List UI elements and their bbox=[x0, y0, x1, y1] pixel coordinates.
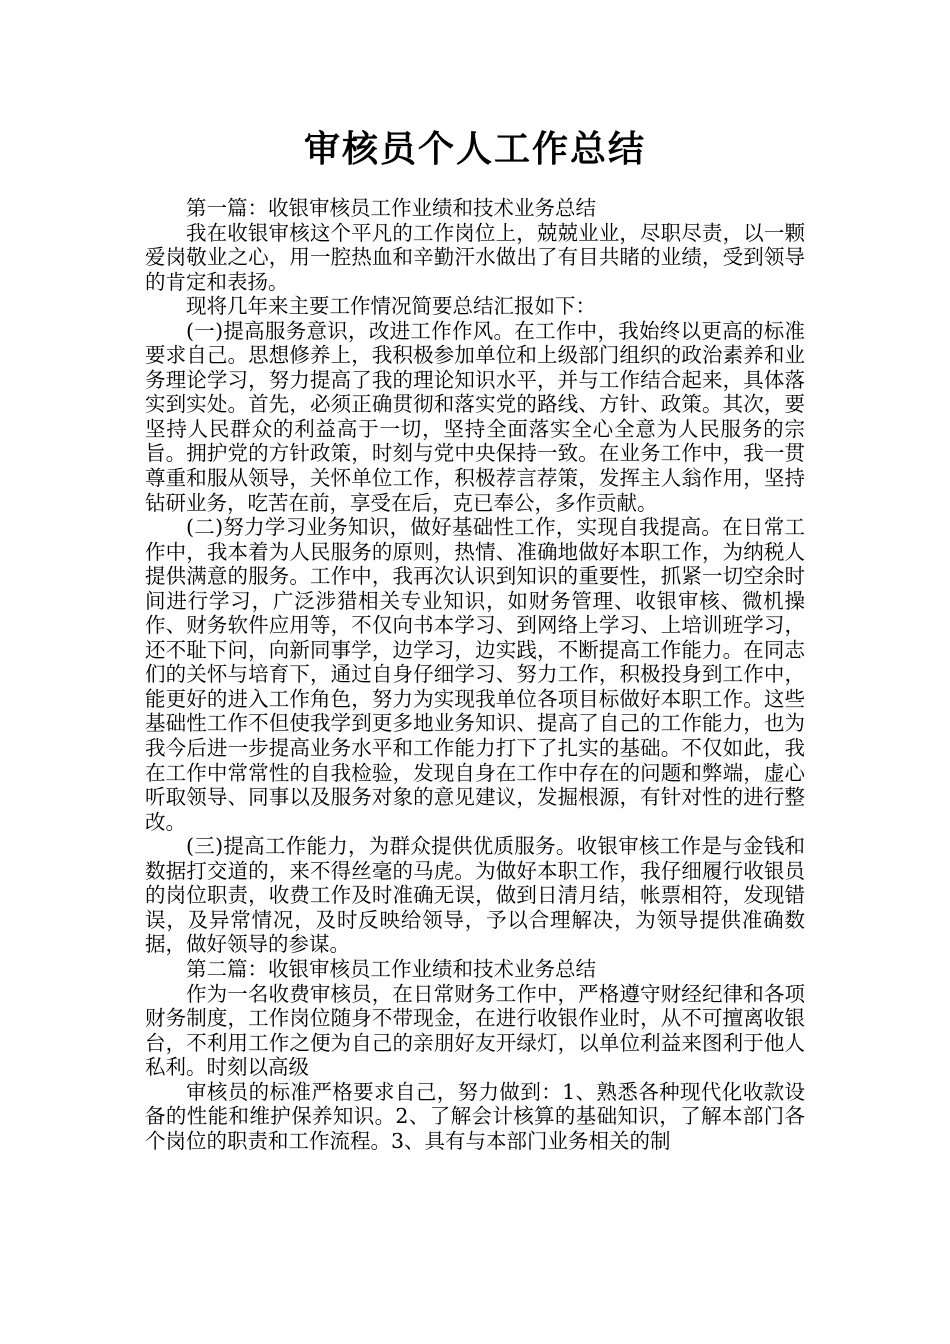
paragraph-section2-requirements: 审核员的标准严格要求自己，努力做到：1、熟悉各种现代化收款设备的性能和维护保养知识。2、了解会计核算的基础知识，了解本部门各个岗位的职责和工作流程。3、具有与本部门业务相关的制 bbox=[145, 1079, 805, 1153]
paragraph-point-3: (三)提高工作能力，为群众提供优质服务。收银审核工作是与金钱和数据打交道的，来不得丝毫的马虎。为做好本职工作，我仔细履行收银员的岗位职责，收费工作及时准确无误，做到日清月结，帐票相符，发现错误，及异常情况，及时反映给领导，予以合理解决，为领导提供准确数据，做好领导的参谋。 bbox=[145, 834, 805, 957]
paragraph-summary-lead: 现将几年来主要工作情况简要总结汇报如下： bbox=[186, 294, 596, 319]
paragraph-section2-intro: 作为一名收费审核员，在日常财务工作中，严格遵守财经纪律和各项财务制度，工作岗位随身不带现金，在进行收银作业时，从不可擅离收银台，不利用工作之便为自己的亲朋好友开绿灯，以单位利益来图利于他人私利。时刻以高级 bbox=[145, 981, 805, 1080]
document-body bbox=[145, 196, 805, 1153]
paragraph-point-2: (二)努力学习业务知识，做好基础性工作，实现自我提高。在日常工作中，我本着为人民服务的原则，热情、准确地做好本职工作，为纳税人提供满意的服务。工作中，我再次认识到知识的重要性，抓紧一切空余时间进行学习，广泛涉猎相关专业知识，如财务管理、收银审核、微机操作、财务软件应用等，不仅向书本学习、到网络上学习、上培训班学习，还不耻下问，向新同事学，边学习，边实践，不断提高工作能力。在同志们的关怀与培育下，通过自身仔细学习、努力工作，积极投身到工作中，能更好的进入工作角色，努力为实现我单位各项目标做好本职工作。这些基础性工作不但使我学到更多地业务知识、提高了自己的工作能力，也为我今后进一步提高业务水平和工作能力打下了扎实的基础。不仅如此，我在工作中常常性的自我检验，发现自身在工作中存在的问题和弊端，虚心听取领导、同事以及服务对象的意见建议，发掘根源，有针对性的进行整改。 bbox=[145, 515, 805, 834]
paragraph-intro: 我在收银审核这个平凡的工作岗位上，兢兢业业，尽职尽责，以一颗爱岗敬业之心，用一腔热血和辛勤汗水做出了有目共睹的业绩，受到领导的肯定和表扬。 bbox=[145, 220, 805, 294]
document-title: 审核员个人工作总结 bbox=[303, 129, 646, 170]
paragraph-point-1: (一)提高服务意识，改进工作作风。在工作中，我始终以更高的标准要求自己。思想修养上，我积极参加单位和上级部门组织的政治素养和业务理论学习，努力提高了我的理论知识水平，并与工作结合起来，具体落实到实处。首先，必须正确贯彻和落实党的路线、方针、政策。其次，要坚持人民群众的利益高于一切，坚持全面落实全心全意为人民服务的宗旨。拥护党的方针政策，时刻与党中央保持一致。在业务工作中，我一贯尊重和服从领导，关怀单位工作，积极荐言荐策，发挥主人翁作用，坚持钻研业务，吃苦在前，享受在后，克已奉公，多作贡献。 bbox=[145, 318, 805, 515]
section-heading-2: 第二篇：收银审核员工作业绩和技术业务总结 bbox=[186, 956, 596, 981]
section-heading-1: 第一篇：收银审核员工作业绩和技术业务总结 bbox=[186, 196, 596, 220]
